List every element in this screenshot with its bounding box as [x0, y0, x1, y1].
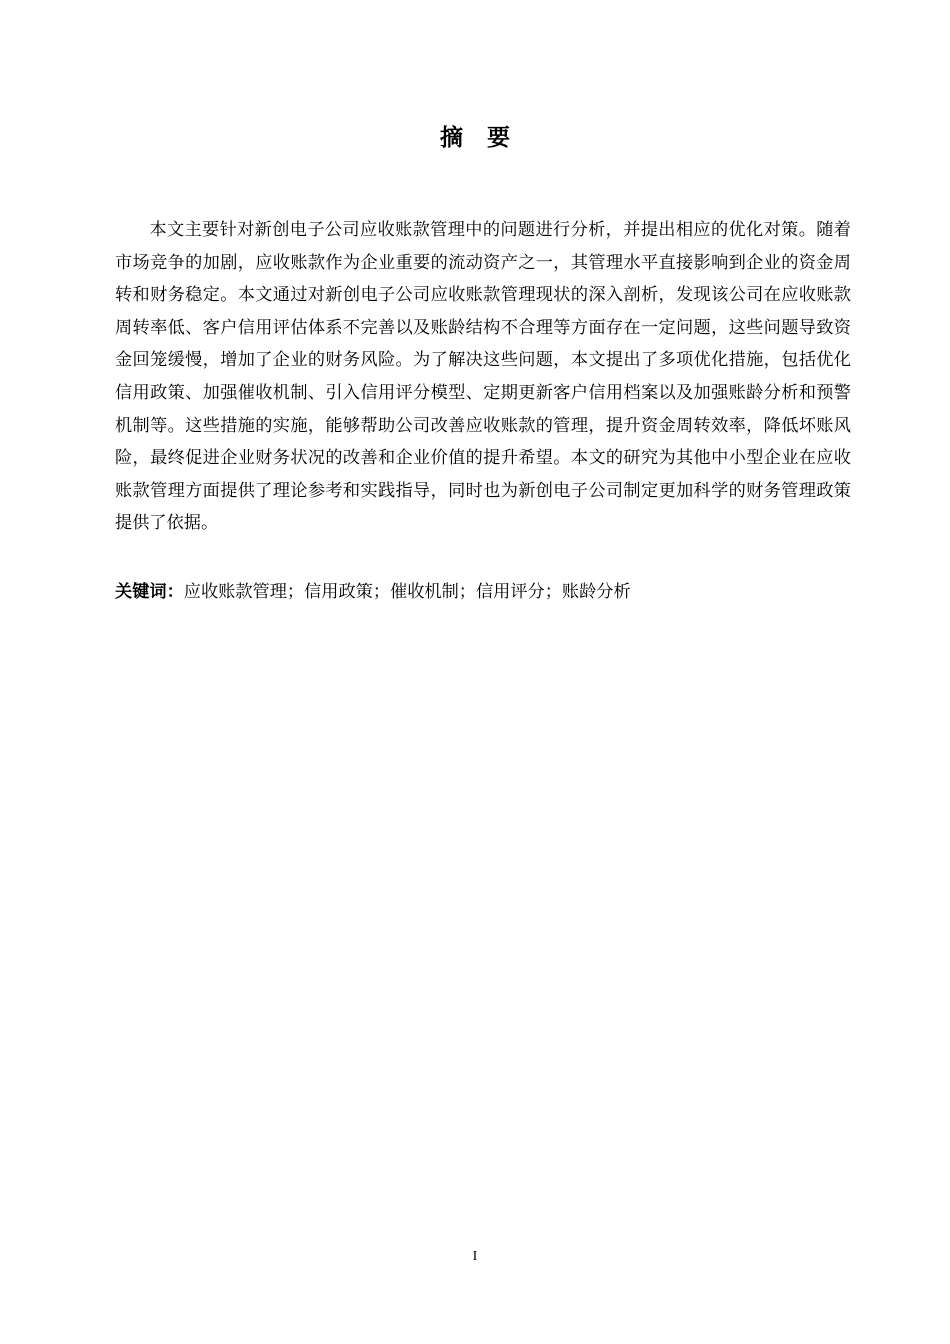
abstract-paragraph: 本文主要针对新创电子公司应收账款管理中的问题进行分析，并提出相应的优化对策。随着市场竞争的加剧，应收账款作为企业重要的流动资产之一，其管理水平直接影响到企业的资金周转和财务稳定。本文通过对新创电子公司应收账款管理现状的深入剖析，发现该公司在应收账款周转率低、客户信用评估体系不完善以及账龄结构不合理等方面存在一定问题，这些问题导致资金回笼缓慢，增加了企业的财务风险。为了解决这些问题，本文提出了多项优化措施，包括优化信用政策、加强催收机制、引入信用评分模型、定期更新客户信用档案以及加强账龄分析和预警机制等。这些措施的实施，能够帮助公司改善应收账款的管理，提升资金周转效率，降低坏账风险，最终促进企业财务状况的改善和企业价值的提升希望。本文的研究为其他中小型企业在应收账款管理方面提供了理论参考和实践指导，同时也为新创电子公司制定更加科学的财务管理政策提供了依据。 [115, 220, 851, 534]
page-number: I [472, 1249, 478, 1264]
keywords-line [115, 576, 851, 608]
keywords-list: 应收账款管理；信用政策；催收机制；信用评分；账龄分析 [183, 582, 631, 602]
keywords-label: 关键词： [115, 582, 184, 602]
page-title: 摘要 [440, 125, 534, 151]
